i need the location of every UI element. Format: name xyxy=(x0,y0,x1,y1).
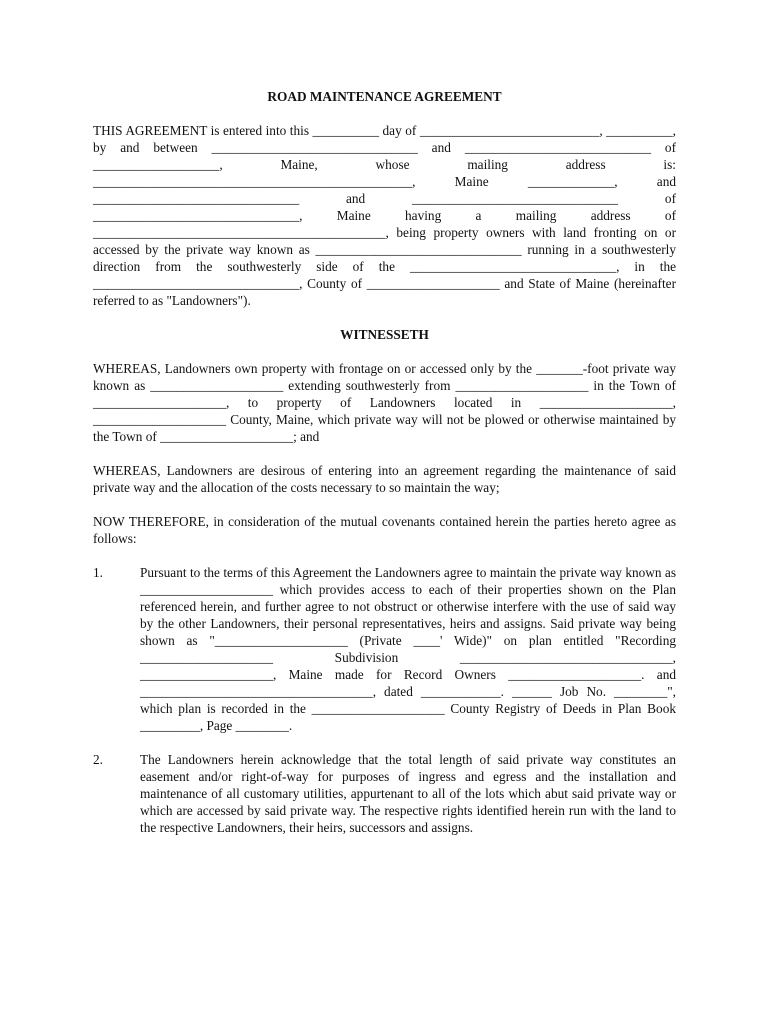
witnesseth-heading: WITNESSETH xyxy=(340,327,429,342)
spacer xyxy=(93,445,676,462)
spacer xyxy=(93,734,676,751)
clause-number: 1. xyxy=(93,565,103,580)
clause-text: Pursuant to the terms of this Agreement the Landowners agree to maintain the private way known as ____________________ which provides access to each of their properties shown on the Plan referenced herein, and further agree to not obstruct or otherwise interfere with the use of said way by the other Landowners, their personal representatives, heirs and assigns. Said private way being shown as "____________________ (Private ____' Wide)" on plan entitled "Recording ____________________ Subdivision ________________________________, ____________________, Maine made for Record Owners ____________________. and ___________________________________, dated ____________. ______ Job No. ________", which plan is recorded in the ____________________ County Registry of Deeds in Plan Book _________, Page ________. xyxy=(140,565,676,733)
whereas-paragraph-1: WHEREAS, Landowners own property with frontage on or accessed only by the _______-foot private way known as ____________________ extending southwesterly from ____________________ in the Town of ____________________, to property of Landowners located in ____________________, ____________________ County, Maine, which private way will not be plowed or otherwise maintained by the Town of ____________________; and xyxy=(93,361,676,444)
clause-text: The Landowners herein acknowledge that the total length of said private way constitutes an easement and/or right-of-way for purposes of ingress and egress and the installation and maintenance of all customary utilities, appurtenant to all of the lots which abut said private way or which are accessed by said private way. The respective rights identified herein run with the land to the respective Landowners, their heirs, successors and assigns. xyxy=(140,752,676,835)
numbered-clause-1 xyxy=(93,564,676,734)
whereas-paragraph-2: WHEREAS, Landowners are desirous of entering into an agreement regarding the maintenance of said private way and the allocation of the costs necessary to so maintain the way; xyxy=(93,463,676,495)
intro-paragraph: THIS AGREEMENT is entered into this __________ day of ___________________________, __________, by and between _______________________________ and ____________________________ of ___________________, Maine, whose mailing address is: ________________________________________________, Maine _____________, and _______________________________ and _______________________________ of _______________________________, Maine having a mailing address of ____________________________________________, being property owners with land fronting on or accessed by the private way known as _______________________________ running in a southwesterly direction from the southwesterly side of the _______________________________, in the _______________________________, County of ____________________ and State of Maine (hereinafter referred to as "Landowners"). xyxy=(93,123,676,308)
spacer xyxy=(93,496,676,513)
spacer xyxy=(93,547,676,564)
clause-number: 2. xyxy=(93,752,103,767)
document-title: ROAD MAINTENANCE AGREEMENT xyxy=(267,89,502,104)
now-therefore-paragraph: NOW THEREFORE, in consideration of the mutual covenants contained herein the parties hereto agree as follows: xyxy=(93,514,676,546)
numbered-clause-2 xyxy=(93,751,676,836)
